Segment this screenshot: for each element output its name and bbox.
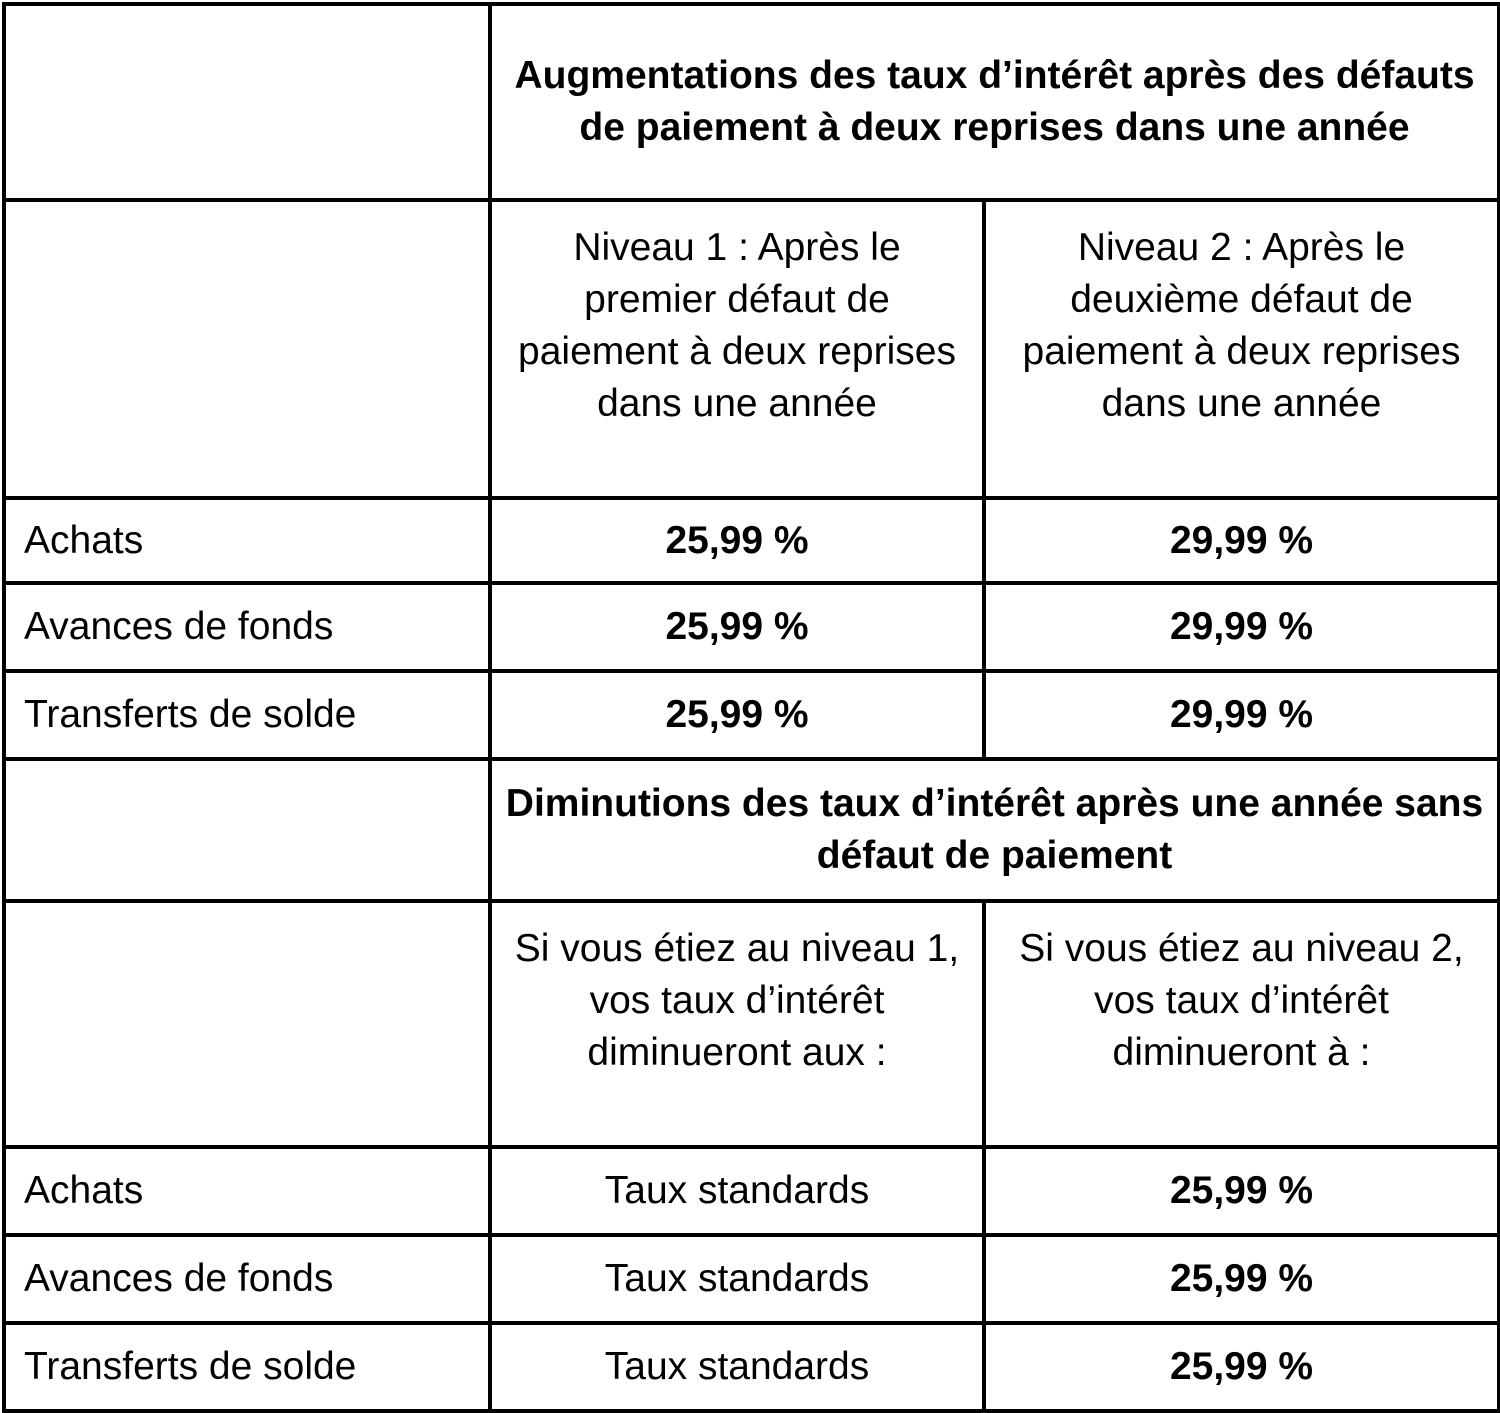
row-label-transferts-de-solde: Transferts de solde [4,1323,490,1411]
level2-decrease-header: Si vous étiez au niveau 2, vos taux d’intérêt diminueront à : [984,901,1499,1147]
row-label-transferts-de-solde: Transferts de solde [4,671,490,759]
increase-section-header-row [4,4,1499,200]
rate-cell: 29,99 % [984,498,1499,583]
row-label-achats: Achats [4,1147,490,1235]
rate-cell: 25,99 % [984,1147,1499,1235]
rate-cell: Taux standards [490,1147,984,1235]
table-row [4,1235,1499,1323]
table-row [4,583,1499,671]
rate-cell: 25,99 % [984,1235,1499,1323]
decrease-column-header-row [4,901,1499,1147]
empty-label-cell [4,901,490,1147]
rate-cell: 29,99 % [984,583,1499,671]
row-label-avances-de-fonds: Avances de fonds [4,1235,490,1323]
rate-cell: Taux standards [490,1235,984,1323]
level1-increase-header: Niveau 1 : Après le premier défaut de paiement à deux reprises dans une année [490,200,984,498]
decrease-section-title: Diminutions des taux d’intérêt après une année sans défaut de paiement [490,759,1499,901]
level2-increase-header: Niveau 2 : Après le deuxième défaut de paiement à deux reprises dans une année [984,200,1499,498]
empty-label-cell [4,200,490,498]
row-label-achats: Achats [4,498,490,583]
table-row [4,671,1499,759]
increase-section-title: Augmentations des taux d’intérêt après des défauts de paiement à deux reprises dans une année [490,4,1499,200]
empty-corner-cell [4,4,490,200]
rate-cell: 25,99 % [984,1323,1499,1411]
table-row [4,1147,1499,1235]
rate-cell: 25,99 % [490,671,984,759]
interest-rate-table [2,2,1500,1413]
decrease-section-header-row [4,759,1499,901]
rate-cell: Taux standards [490,1323,984,1411]
rate-cell: 25,99 % [490,498,984,583]
level1-decrease-header: Si vous étiez au niveau 1, vos taux d’intérêt diminueront aux : [490,901,984,1147]
row-label-avances-de-fonds: Avances de fonds [4,583,490,671]
increase-column-header-row [4,200,1499,498]
rate-cell: 25,99 % [490,583,984,671]
rate-cell: 29,99 % [984,671,1499,759]
table-row [4,498,1499,583]
empty-corner-cell [4,759,490,901]
table-row [4,1323,1499,1411]
